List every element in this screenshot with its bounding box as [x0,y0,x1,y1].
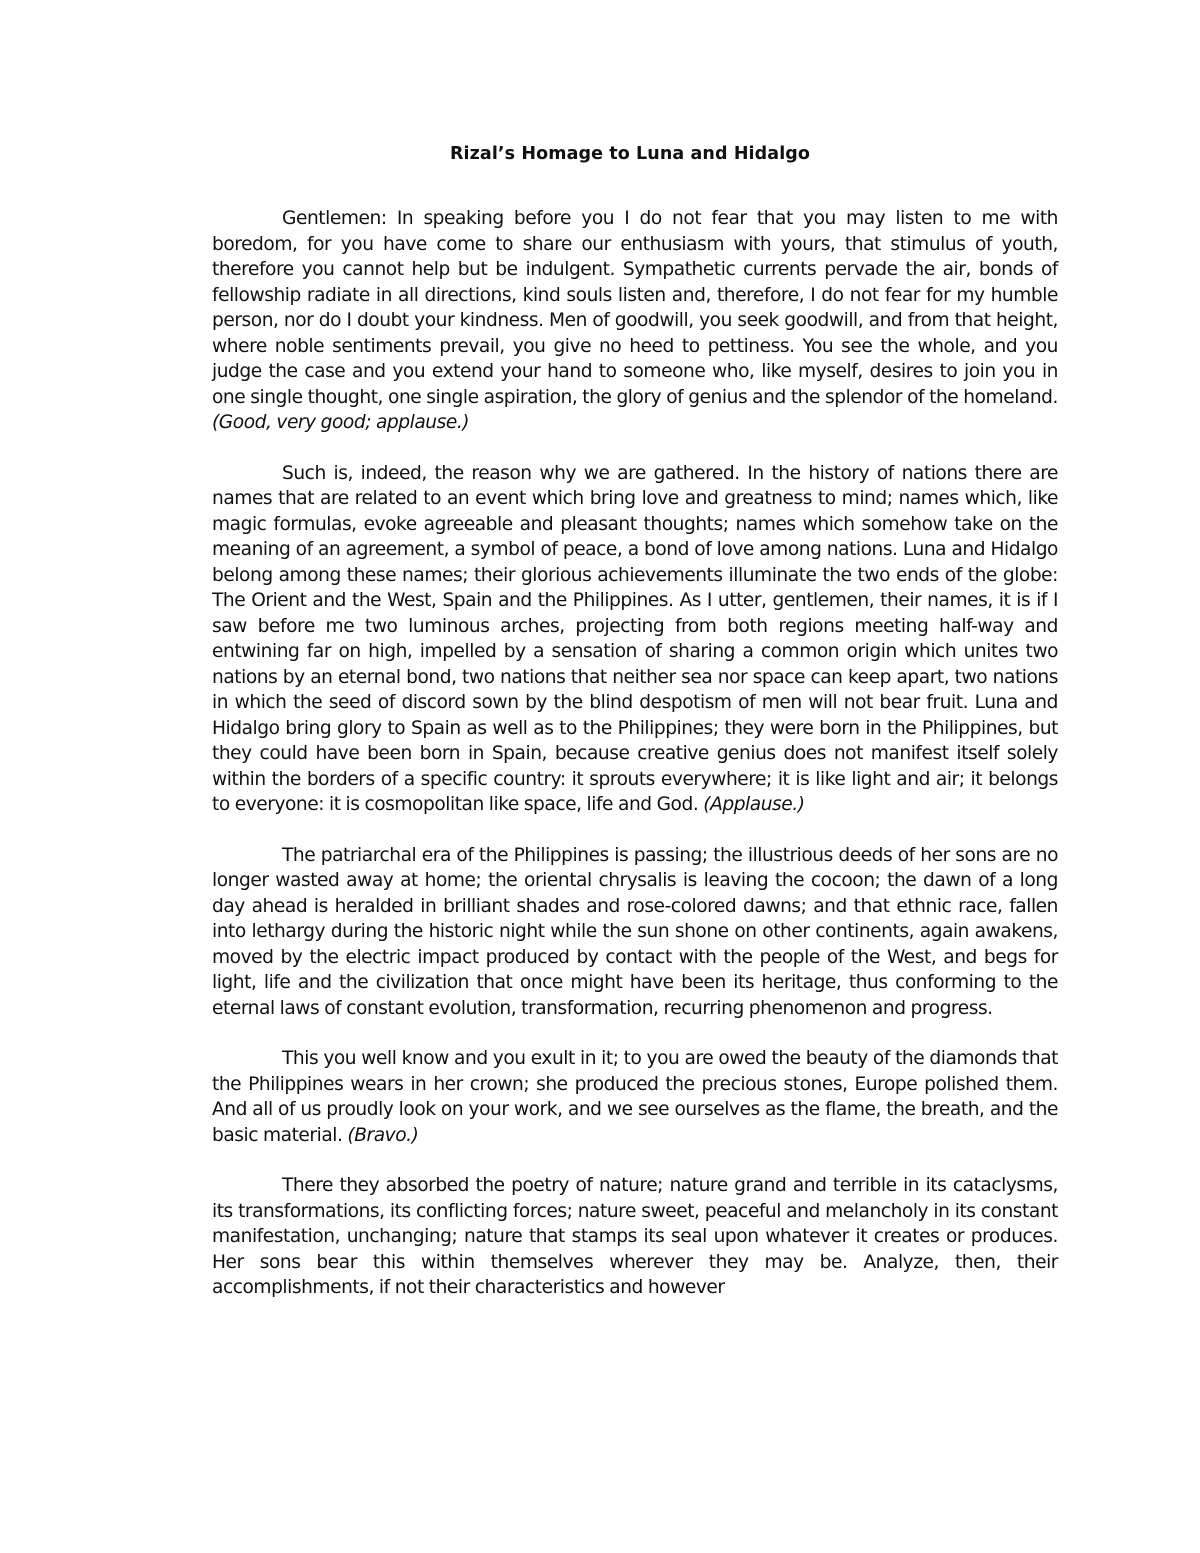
paragraph-1 [212,206,1058,436]
paragraph-1-text: Gentlemen: In speaking before you I do not fear that you may listen to me with boredom, for you have come to share our enthusiasm with yours, that stimulus of youth, therefore you cannot help but be indulgent. Sympathetic currents pervade the air, bonds of fellowship radiate in all directions, kind souls listen and, therefore, I do not fear for my humble person, nor do I doubt your kindness. Men of goodwill, you seek goodwill, and from that height, where noble sentiments prevail, you give no heed to pettiness. You see the whole, and you judge the case and you extend your hand to someone who, like myself, desires to join you in one single thought, one single aspiration, the glory of genius and the splendor of the homeland. [212,208,1058,408]
paragraph-4 [212,1046,1058,1148]
paragraph-2 [212,461,1058,818]
paragraph-4-aside: (Bravo.) [347,1124,419,1146]
paragraph-2-text: Such is, indeed, the reason why we are gathered. In the history of nations there are names that are related to an event which bring love and greatness to mind; names which, like magic formulas, evoke agreeable and pleasant thoughts; names which somehow take on the meaning of an agreement, a symbol of peace, a bond of love among nations. Luna and Hidalgo belong among these names; their glorious achievements illuminate the two ends of the globe: The Orient and the West, Spain and the Philippines. As I utter, gentlemen, their names, it is if I saw before me two luminous arches, projecting from both regions meeting half-way and entwining far on high, impelled by a sensation of sharing a common origin which unites two nations by an eternal bond, two nations that neither sea nor space can keep apart, two nations in which the seed of discord sown by the blind despotism of men will not bear fruit. Luna and Hidalgo bring glory to Spain as well as to the Philippines; they were born in the Philippines, but they could have been born in Spain, because creative genius does not manifest itself solely within the borders of a specific country: it sprouts everywhere; it is like light and air; it belongs to everyone: it is cosmopolitan like space, life and God. [212,462,1058,815]
paragraph-3 [212,843,1058,1022]
paragraph-4-text: This you well know and you exult in it; to you are owed the beauty of the diamonds that the Philippines wears in her crown; she produced the precious stones, Europe polished them. And all of us proudly look on your work, and we see ourselves as the flame, the breath, and the basic material. [212,1048,1058,1146]
paragraph-3-text: The patriarchal era of the Philippines is passing; the illustrious deeds of her sons are no longer wasted away at home; the oriental chrysalis is leaving the cocoon; the dawn of a long day ahead is heralded in brilliant shades and rose-colored dawns; and that ethnic race, fallen into lethargy during the historic night while the sun shone on other continents, again awakens, moved by the electric impact produced by contact with the people of the West, and begs for light, life and the civilization that once might have been its heritage, thus conforming to the eternal laws of constant evolution, transformation, recurring phenomenon and progress. [212,844,1058,1019]
paragraph-5-text: There they absorbed the poetry of nature; nature grand and terrible in its cataclysms, its transformations, its conflicting forces; nature sweet, peaceful and melancholy in its constant manifestation, unchanging; nature that stamps its seal upon whatever it creates or produces. Her sons bear this within themselves wherever they may be. Analyze, then, their accomplishments, if not their characteristics and however [212,1175,1058,1298]
document-title: Rizal’s Homage to Luna and Hidalgo [449,144,811,164]
paragraph-1-aside: (Good, very good; applause.) [212,412,470,433]
paragraph-2-aside: (Applause.) [703,794,805,815]
paragraph-5 [212,1173,1058,1301]
document-body [212,206,1058,1326]
